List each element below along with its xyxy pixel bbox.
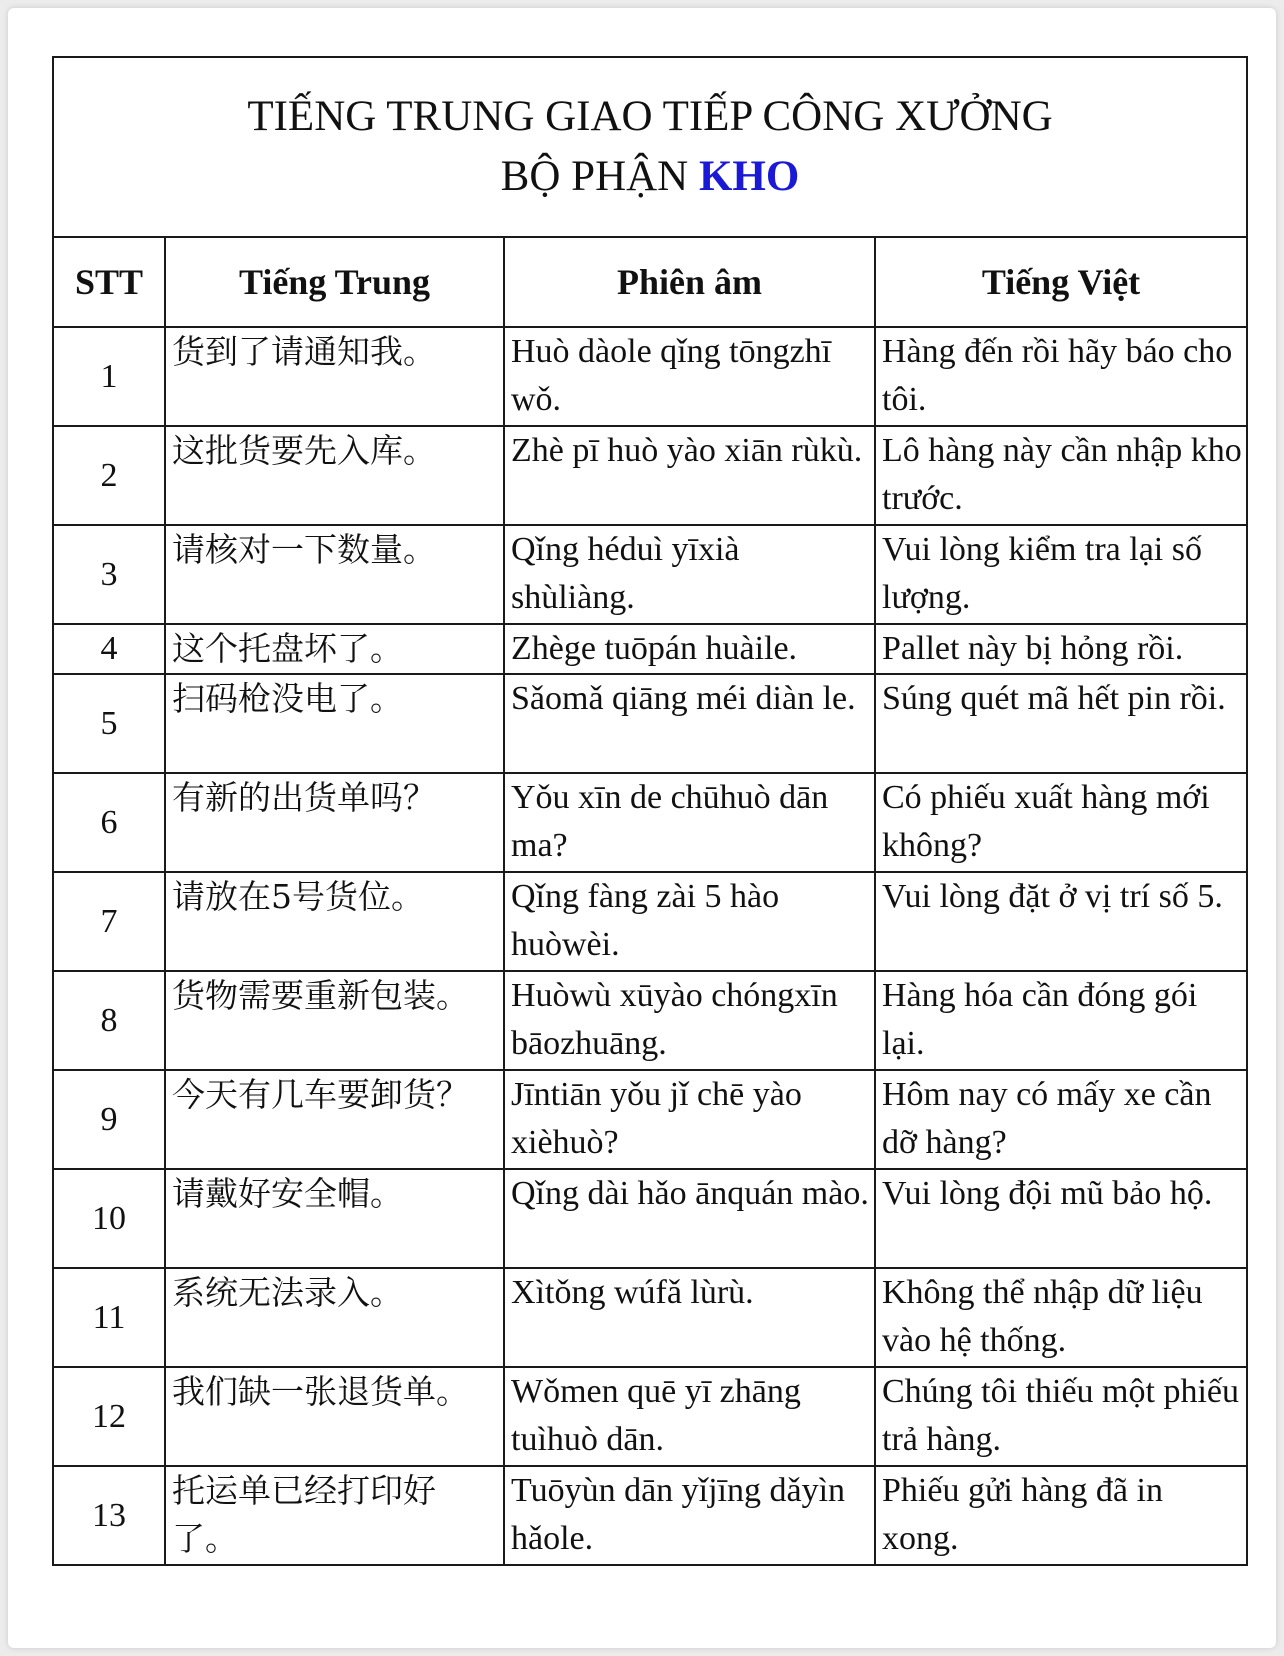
row-chinese: 我们缺一张退货单。 <box>165 1367 504 1466</box>
row-vietnamese: Lô hàng này cần nhập kho trước. <box>875 426 1247 525</box>
table-row <box>53 674 1247 773</box>
row-pinyin: Huò dàole qǐng tōngzhī wǒ. <box>504 327 875 426</box>
row-vietnamese: Súng quét mã hết pin rồi. <box>875 674 1247 773</box>
row-pinyin: Yǒu xīn de chūhuò dān ma? <box>504 773 875 872</box>
table-row <box>53 426 1247 525</box>
row-chinese: 货物需要重新包装。 <box>165 971 504 1070</box>
row-chinese: 这个托盘坏了。 <box>165 624 504 674</box>
row-stt: 2 <box>53 426 165 525</box>
header-chinese: Tiếng Trung <box>165 237 504 327</box>
table-row <box>53 971 1247 1070</box>
table-row <box>53 1169 1247 1268</box>
table-row <box>53 1268 1247 1367</box>
row-stt: 1 <box>53 327 165 426</box>
row-pinyin: Zhège tuōpán huàile. <box>504 624 875 674</box>
row-vietnamese: Hôm nay có mấy xe cần dỡ hàng? <box>875 1070 1247 1169</box>
row-pinyin: Qǐng fàng zài 5 hào huòwèi. <box>504 872 875 971</box>
row-stt: 13 <box>53 1466 165 1565</box>
row-vietnamese: Chúng tôi thiếu một phiếu trả hàng. <box>875 1367 1247 1466</box>
row-stt: 8 <box>53 971 165 1070</box>
row-pinyin: Qǐng héduì yīxià shùliàng. <box>504 525 875 624</box>
row-stt: 6 <box>53 773 165 872</box>
row-chinese: 这批货要先入库。 <box>165 426 504 525</box>
table-row <box>53 1367 1247 1466</box>
title-accent: KHO <box>698 153 800 200</box>
row-stt: 11 <box>53 1268 165 1367</box>
row-chinese: 货到了请通知我。 <box>165 327 504 426</box>
row-pinyin: Zhè pī huò yào xiān rùkù. <box>504 426 875 525</box>
table-row <box>53 1466 1247 1565</box>
title-line-1: TIẾNG TRUNG GIAO TIẾP CÔNG XƯỞNG <box>247 93 1053 140</box>
row-vietnamese: Có phiếu xuất hàng mới không? <box>875 773 1247 872</box>
title-prefix: BỘ PHẬN <box>500 153 689 200</box>
row-vietnamese: Vui lòng kiểm tra lại số lượng. <box>875 525 1247 624</box>
row-stt: 10 <box>53 1169 165 1268</box>
row-vietnamese: Vui lòng đội mũ bảo hộ. <box>875 1169 1247 1268</box>
row-chinese: 系统无法录入。 <box>165 1268 504 1367</box>
row-vietnamese: Pallet này bị hỏng rồi. <box>875 624 1247 674</box>
row-pinyin: Jīntiān yǒu jǐ chē yào xièhuò? <box>504 1070 875 1169</box>
row-chinese: 有新的出货单吗？ <box>165 773 504 872</box>
row-pinyin: Huòwù xūyào chóngxīn bāozhuāng. <box>504 971 875 1070</box>
row-vietnamese: Không thể nhập dữ liệu vào hệ thống. <box>875 1268 1247 1367</box>
header-vietnamese: Tiếng Việt <box>875 237 1247 327</box>
row-pinyin: Sǎomǎ qiāng méi diàn le. <box>504 674 875 773</box>
row-vietnamese: Hàng hóa cần đóng gói lại. <box>875 971 1247 1070</box>
row-pinyin: Xìtǒng wúfǎ lùrù. <box>504 1268 875 1367</box>
row-chinese: 托运单已经打印好了。 <box>165 1466 504 1565</box>
row-stt: 5 <box>53 674 165 773</box>
phrase-table <box>52 56 1248 1566</box>
table-row <box>53 773 1247 872</box>
row-chinese: 扫码枪没电了。 <box>165 674 504 773</box>
row-stt: 3 <box>53 525 165 624</box>
row-chinese: 请核对一下数量。 <box>165 525 504 624</box>
table-row <box>53 525 1247 624</box>
row-vietnamese: Vui lòng đặt ở vị trí số 5. <box>875 872 1247 971</box>
header-row <box>53 237 1247 327</box>
row-chinese: 请放在5号货位。 <box>165 872 504 971</box>
header-stt: STT <box>53 237 165 327</box>
row-chinese: 请戴好安全帽。 <box>165 1169 504 1268</box>
table-row <box>53 624 1247 674</box>
row-pinyin: Qǐng dài hǎo ānquán mào. <box>504 1169 875 1268</box>
row-stt: 12 <box>53 1367 165 1466</box>
document-title <box>53 57 1247 237</box>
title-row <box>53 57 1247 237</box>
row-pinyin: Tuōyùn dān yǐjīng dǎyìn hǎole. <box>504 1466 875 1565</box>
header-pinyin: Phiên âm <box>504 237 875 327</box>
row-stt: 9 <box>53 1070 165 1169</box>
table-row <box>53 872 1247 971</box>
row-pinyin: Wǒmen quē yī zhāng tuìhuò dān. <box>504 1367 875 1466</box>
row-vietnamese: Hàng đến rồi hãy báo cho tôi. <box>875 327 1247 426</box>
title-line-2 <box>54 147 1246 207</box>
table-row <box>53 327 1247 426</box>
row-stt: 7 <box>53 872 165 971</box>
document-page <box>8 8 1276 1648</box>
row-chinese: 今天有几车要卸货？ <box>165 1070 504 1169</box>
table-row <box>53 1070 1247 1169</box>
row-vietnamese: Phiếu gửi hàng đã in xong. <box>875 1466 1247 1565</box>
row-stt: 4 <box>53 624 165 674</box>
